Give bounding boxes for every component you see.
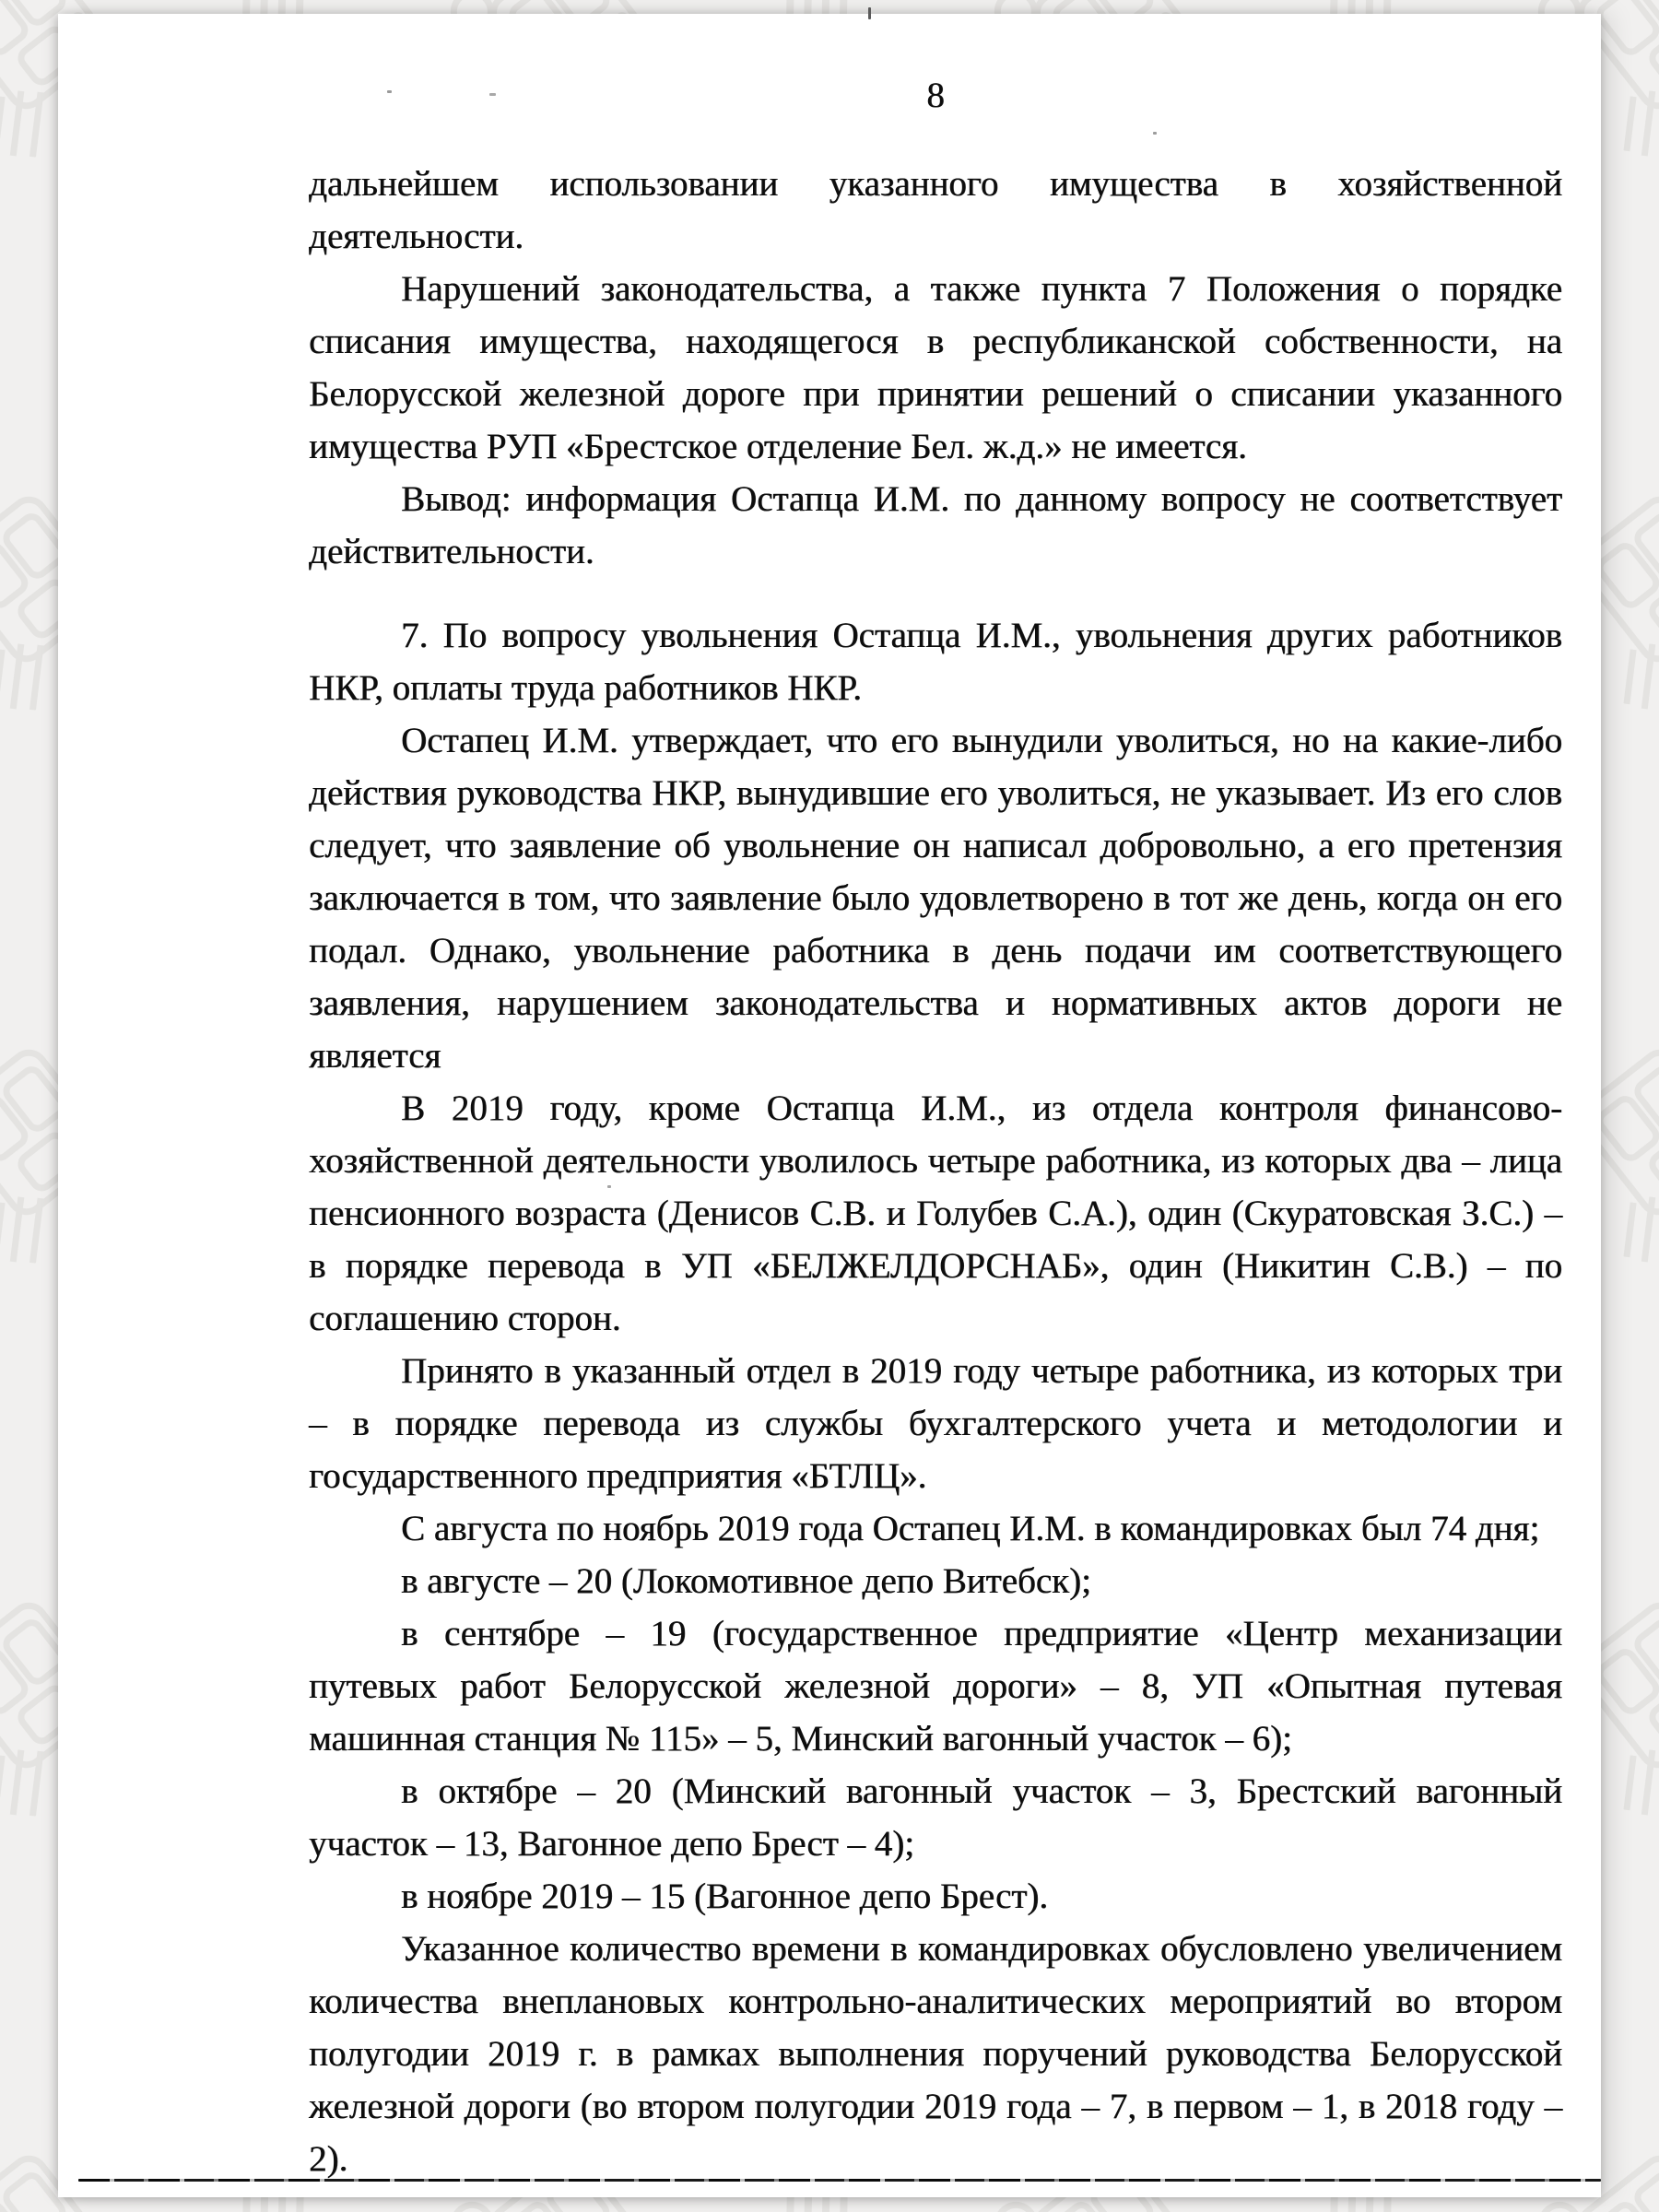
paragraph: 7. По вопросу увольнения Остапца И.М., увольнения других работников НКР, оплаты труда работников НКР. [309,616,1562,708]
scan-speck [607,1185,611,1188]
paragraph: В 2019 году, кроме Остапца И.М., из отдела контроля финансово-хозяйственной деятельности уволилось четыре работника, из которых два – лица пенсионного возраста (Денисов С.В. и Голубев С.А.), один (Скуратовская З.С.) – в порядке перевода в УП «БЕЛЖЕЛДОРСНАБ», один (Никитин С.В.) – по соглашению сторон. [309,1088,1562,1338]
paragraph: С августа по ноябрь 2019 года Остапец И.М. в командировках был 74 дня; [401,1509,1540,1548]
scan-speck [1153,132,1157,135]
document-page [58,14,1601,2197]
paragraph: Вывод: информация Остапца И.М. по данному вопросу не соответствует действительности. [309,479,1562,571]
paragraph: в сентябре – 19 (государственное предприятие «Центр механизации путевых работ Белорусской железной дороги» – 8, УП «Опытная путевая машинная станция № 115» – 5, Минский вагонный участок – 6); [309,1614,1562,1759]
paragraph: Указанное количество времени в командировках обусловлено увеличением количества внеплановых контрольно-аналитических мероприятий во втором полугодии 2019 г. в рамках выполнения поручений руководства Белорусской железной дороги (во втором полугодии 2019 года – 7, в первом – 1, в 2018 году – 2). [309,1929,1562,2179]
paragraph: в ноябре 2019 – 15 (Вагонное депо Брест). [401,1877,1049,1916]
paragraph: Принято в указанный отдел в 2019 году четыре работника, из которых три – в порядке перевода из службы бухгалтерского учета и методологии и государственного предприятия «БТЛЦ». [309,1351,1562,1496]
paragraph: Остапец И.М. утверждает, что его вынудили уволиться, но на какие-либо действия руководства НКР, вынудившие его уволиться, не указывает. Из его слов следует, что заявление об увольнение он написал добровольно, а его претензия заключается в том, что заявление было удовлетворено в тот же день, когда он его подал. Однако, увольнение работника в день подачи им соответствующего заявления, нарушением законодательства и нормативных актов дороги не является [309,721,1562,1076]
page-number: 8 [926,76,945,115]
paragraph: дальнейшем использовании указанного имущества в хозяйственной деятельности. [309,164,1562,256]
paragraph: в августе – 20 (Локомотивное депо Витебск); [401,1561,1091,1601]
scan-artifact-line [78,2179,1601,2182]
paragraph: Нарушений законодательства, а также пункта 7 Положения о порядке списания имущества, находящегося в республиканской собственности, на Белорусской железной дороге при принятии решений о списании указанного имущества РУП «Брестское отделение Бел. ж.д.» не имеется. [309,269,1562,466]
scan-speck [868,7,871,19]
scan-speck [489,93,496,96]
document-body [309,158,1562,2185]
paragraph: в октябре – 20 (Минский вагонный участок – 3, Брестский вагонный участок – 13, Вагонное депо Брест – 4); [309,1771,1562,1864]
scan-speck [387,90,392,93]
